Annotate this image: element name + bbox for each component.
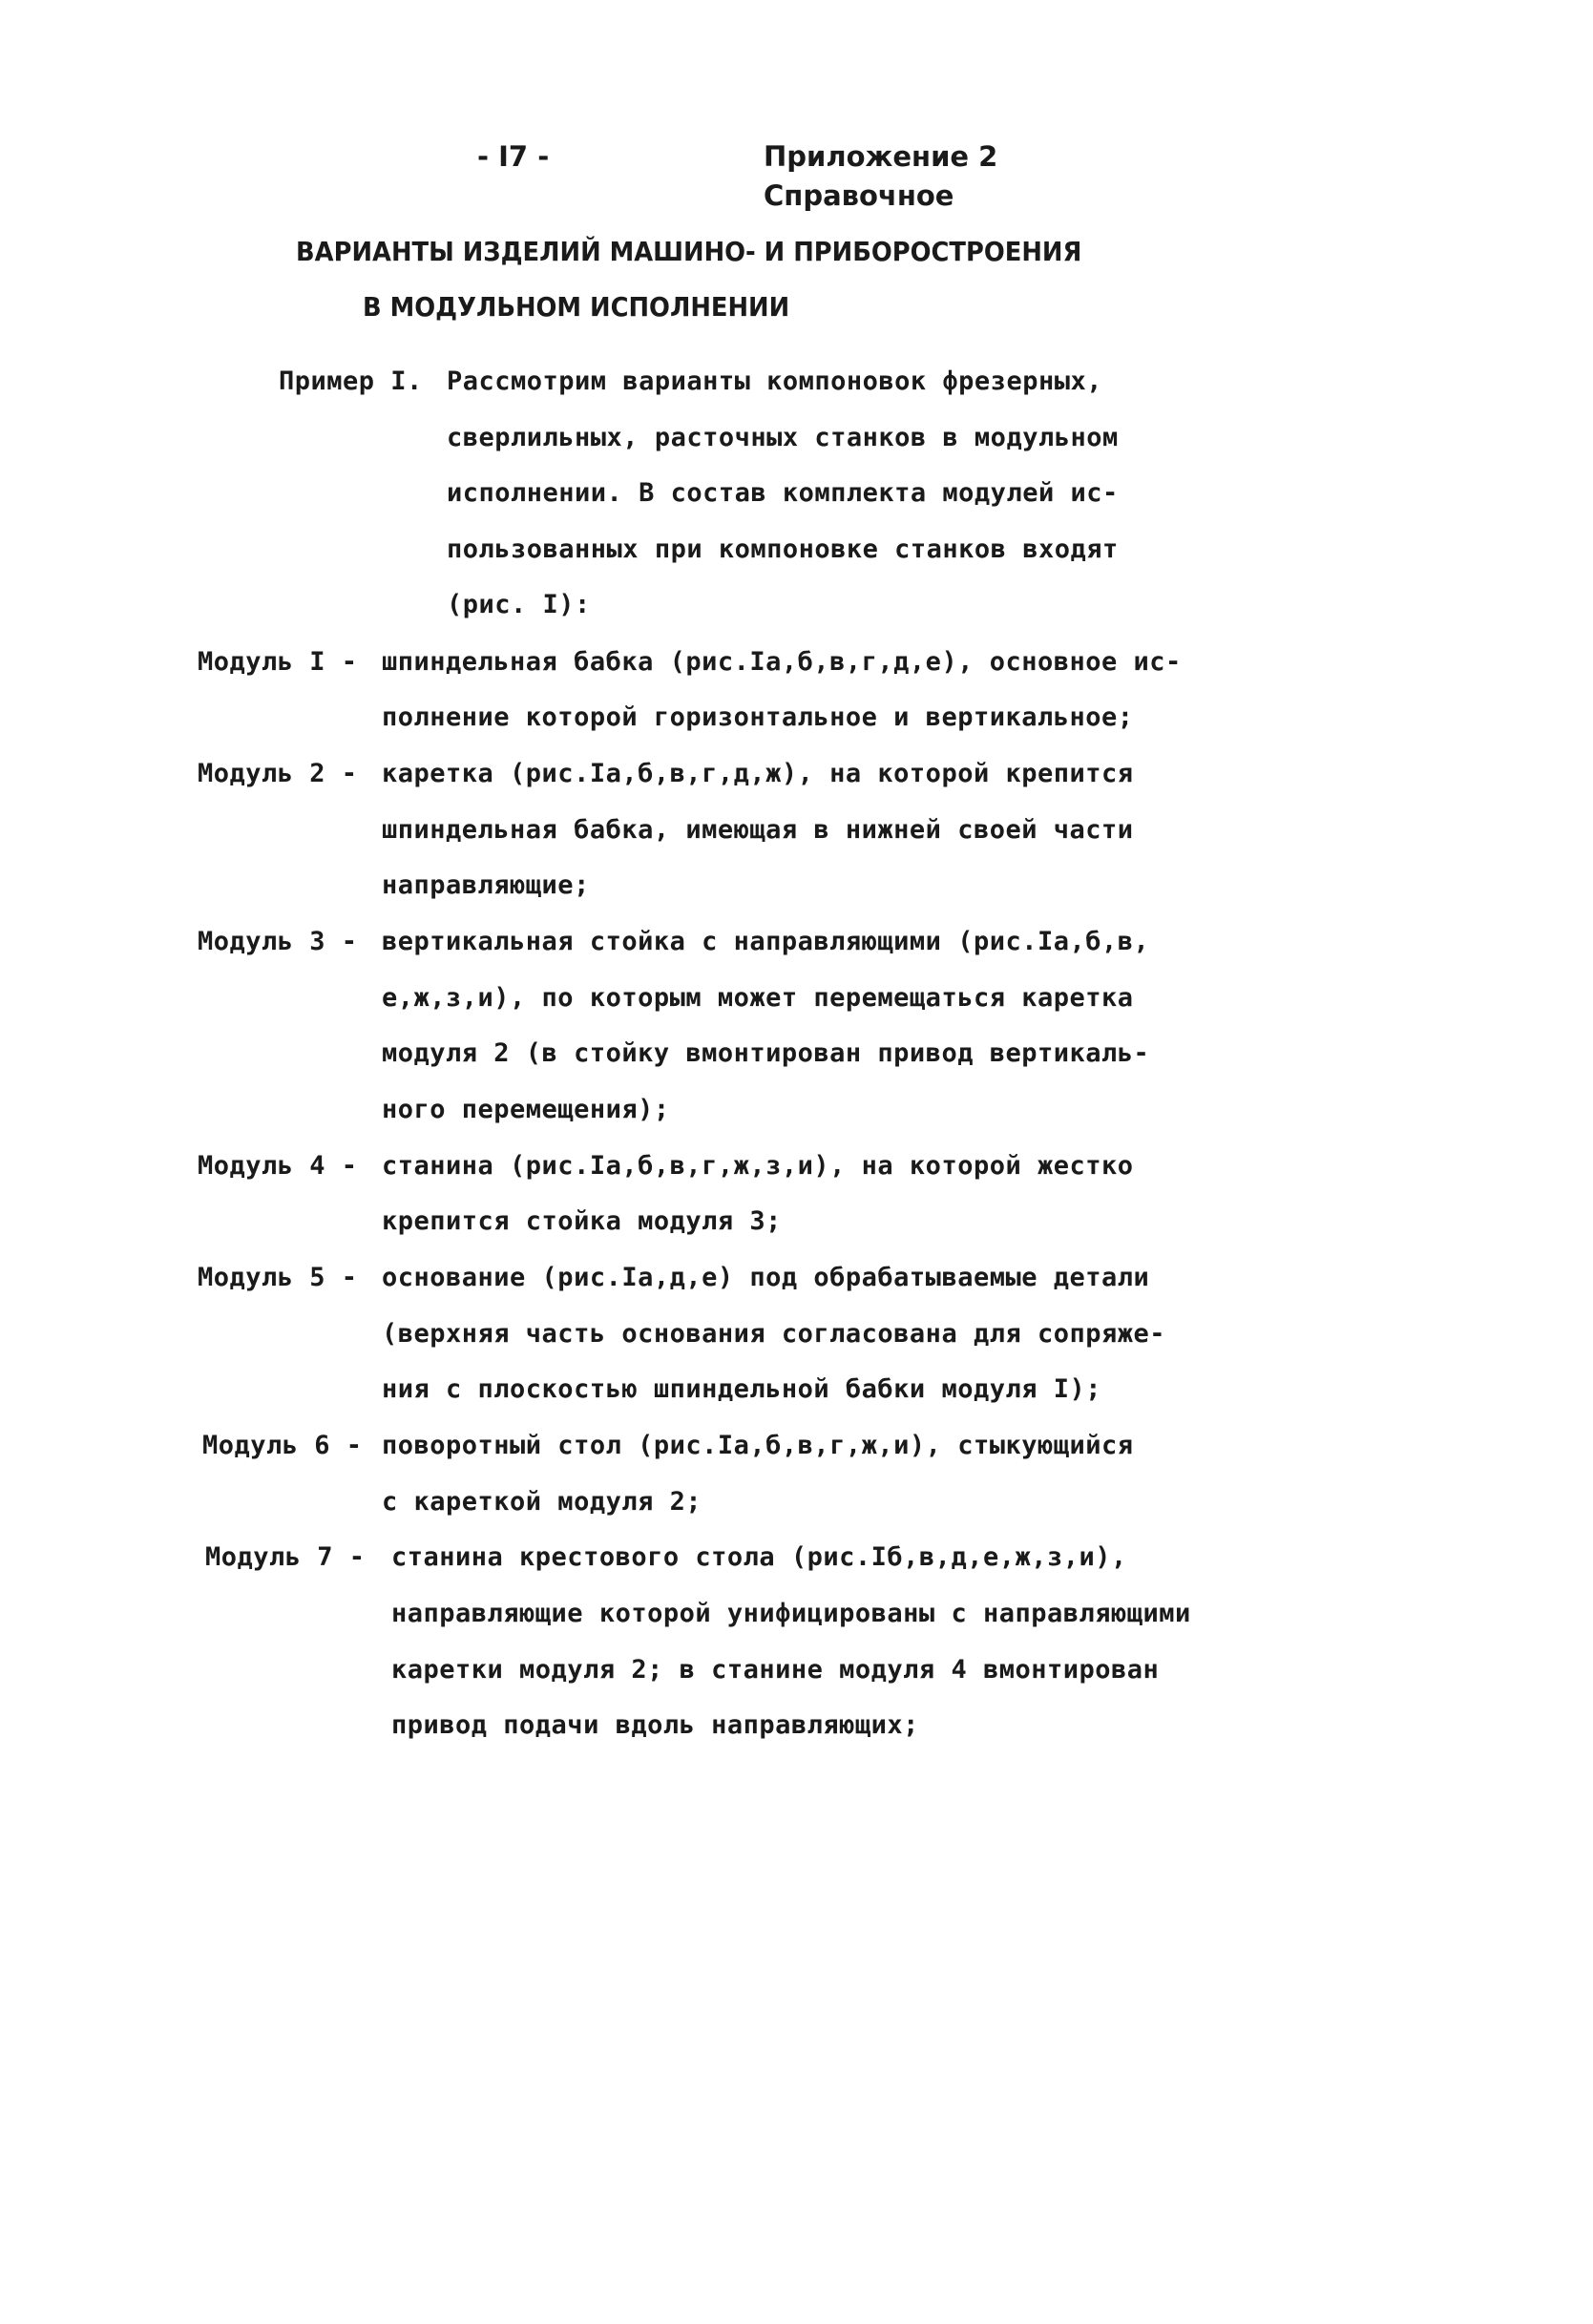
doc-title-line2: В МОДУЛЬНОМ ИСПОЛНЕНИИ <box>363 291 790 323</box>
example-line: (рис. I): <box>447 590 591 619</box>
module-label: Модуль 7 - <box>205 1542 366 1572</box>
module-line: основание (рис.Iа,д,е) под обрабатываемые детали <box>382 1263 1150 1292</box>
module-label: Модуль 3 - <box>198 927 358 956</box>
example-line: исполнении. В состав комплекта модулей ис- <box>447 478 1119 508</box>
module-line: ного перемещения); <box>382 1095 670 1124</box>
example-label: Пример I. <box>279 366 423 396</box>
module-label: Модуль I - <box>198 647 358 677</box>
module-line: модуля 2 (в стойку вмонтирован привод вертикаль- <box>382 1038 1150 1068</box>
page-number: - I7 - <box>477 140 550 173</box>
module-line: ния с плоскостью шпиндельной бабки модуля I); <box>382 1374 1101 1404</box>
module-label: Модуль 2 - <box>198 759 358 788</box>
example-line: сверлильных, расточных станков в модульном <box>447 423 1119 452</box>
module-line: станина крестового стола (рис.Iб,в,д,е,ж,з,и), <box>391 1542 1127 1572</box>
module-line: станина (рис.Iа,б,в,г,ж,з,и), на которой жестко <box>382 1151 1134 1181</box>
doc-title-line1: ВАРИАНТЫ ИЗДЕЛИЙ МАШИНО- И ПРИБОРОСТРОЕНИЯ <box>296 236 1082 267</box>
module-label: Модуль 5 - <box>198 1263 358 1292</box>
module-label: Модуль 4 - <box>198 1151 358 1181</box>
module-label: Модуль 6 - <box>202 1431 363 1460</box>
module-line: крепится стойка модуля 3; <box>382 1206 782 1236</box>
module-line: с кареткой модуля 2; <box>382 1487 702 1517</box>
appendix-label: Приложение 2 <box>764 140 998 173</box>
module-line: шпиндельная бабка (рис.Iа,б,в,г,д,е), основное ис- <box>382 647 1182 677</box>
module-line: вертикальная стойка с направляющими (рис.Iа,б,в, <box>382 927 1150 956</box>
appendix-type: Справочное <box>764 179 954 212</box>
module-line: направляющие; <box>382 870 590 900</box>
module-line: е,ж,з,и), по которым может перемещаться каретка <box>382 983 1134 1013</box>
module-line: поворотный стол (рис.Iа,б,в,г,ж,и), стыкующийся <box>382 1431 1134 1460</box>
module-line: каретка (рис.Iа,б,в,г,д,ж), на которой крепится <box>382 759 1134 788</box>
module-line: полнение которой горизонтальное и вертикальное; <box>382 702 1134 732</box>
module-line: шпиндельная бабка, имеющая в нижней своей части <box>382 815 1134 845</box>
example-line: Рассмотрим варианты компоновок фрезерных, <box>447 366 1102 396</box>
module-line: направляющие которой унифицированы с направляющими <box>391 1599 1191 1628</box>
module-line: (верхняя часть основания согласована для сопряже- <box>382 1319 1166 1349</box>
module-line: каретки модуля 2; в станине модуля 4 вмонтирован <box>391 1655 1160 1685</box>
example-line: пользованных при компоновке станков входят <box>447 534 1119 564</box>
module-line: привод подачи вдоль направляющих; <box>391 1710 919 1740</box>
